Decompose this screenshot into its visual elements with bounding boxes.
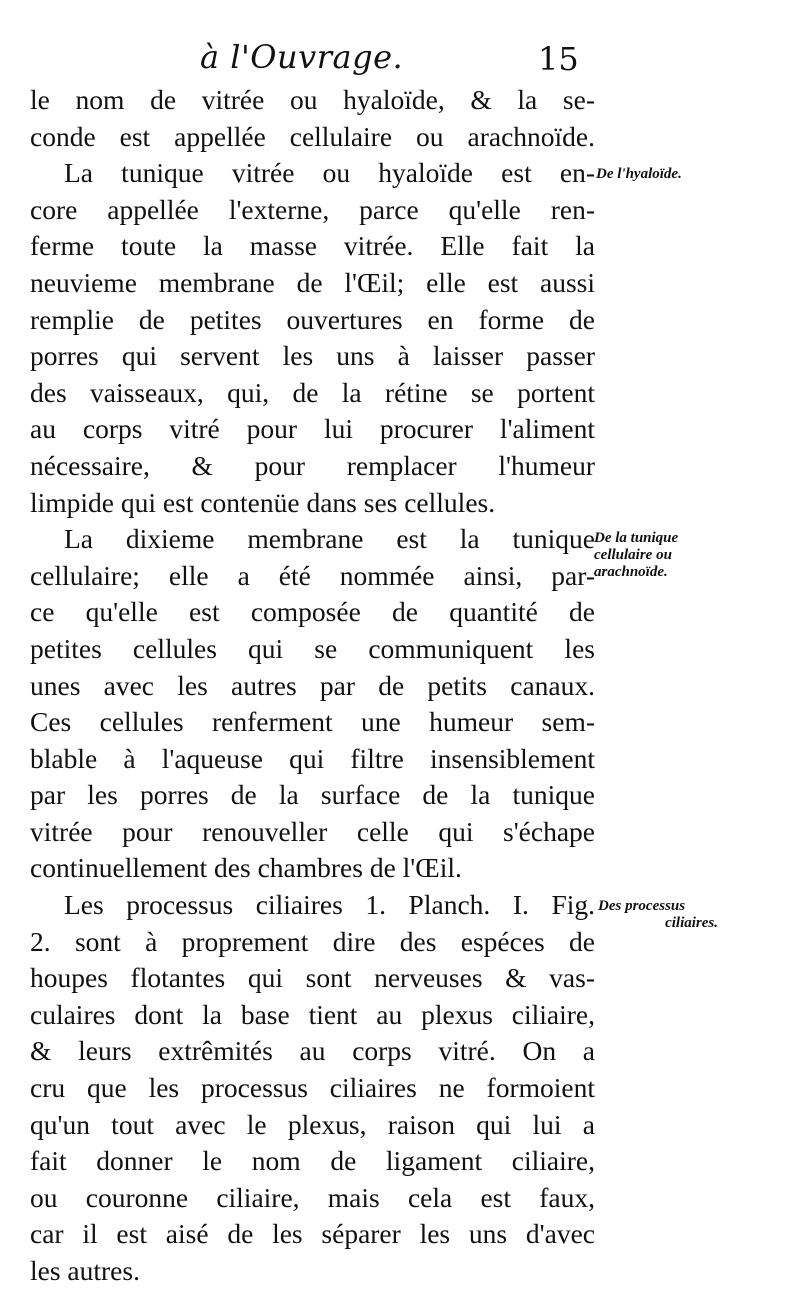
text-line: neuvieme membrane de l'Œil; elle est aussi <box>30 266 595 298</box>
text-line: conde est appellée cellulaire ou arachnoïde. <box>30 120 595 152</box>
text-line: Les processus ciliaires 1. Planch. I. Fig. <box>64 889 595 921</box>
text-line: unes avec les autres par de petits canaux. <box>30 669 595 701</box>
margin-note-hyaloide <box>596 166 682 183</box>
text-line: & leurs extrêmités au corps vitré. On a <box>30 1035 595 1067</box>
text-line: core appellée l'externe, parce qu'elle ren- <box>30 193 595 225</box>
text-line: blable à l'aqueuse qui filtre insensiblement <box>30 742 595 774</box>
text-line: porres qui servent les uns à laisser passer <box>30 340 595 372</box>
text-line: culaires dont la base tient au plexus ciliaire, <box>30 998 595 1030</box>
text-line: des vaisseaux, qui, de la rétine se portent <box>30 376 595 408</box>
running-head: à l'Ouvrage. <box>200 38 404 76</box>
margin-note-text: cellulaire ou <box>594 547 672 563</box>
text-line: nécessaire, & pour remplacer l'humeur <box>30 449 595 481</box>
page-number: 15 <box>538 40 579 78</box>
margin-note-processus-ciliaires <box>598 898 738 932</box>
text-line: ferme toute la masse vitrée. Elle fait la <box>30 230 595 262</box>
text-line: limpide qui est contenüe dans ses cellules. <box>30 486 496 518</box>
text-line: ou couronne ciliaire, mais cela est faux, <box>30 1181 595 1213</box>
text-line: par les porres de la surface de la tunique <box>30 779 595 811</box>
text-line: continuellement des chambres de l'Œil. <box>30 852 462 884</box>
margin-note-text: arachnoïde. <box>594 564 668 580</box>
margin-note-text: Des processus <box>598 898 686 914</box>
text-line: fait donner le nom de ligament ciliaire, <box>30 1145 595 1177</box>
text-line: Ces cellules renferment une humeur sem- <box>30 706 595 738</box>
text-line: cru que les processus ciliaires ne formoient <box>30 1072 595 1104</box>
text-line: le nom de vitrée ou hyaloïde, & la se- <box>30 84 595 115</box>
margin-note-text: De la tunique <box>594 530 679 546</box>
text-line: La dixieme membrane est la tunique <box>64 523 595 555</box>
text-line: au corps vitré pour lui procurer l'aliment <box>30 413 595 445</box>
body-text <box>30 82 595 1290</box>
margin-note-text: ciliaires. <box>665 915 718 931</box>
margin-note-text: De l'hyaloïde. <box>596 166 682 182</box>
text-line: houpes flotantes qui sont nerveuses & vas- <box>30 962 595 994</box>
text-line: remplie de petites ouvertures en forme de <box>30 303 595 335</box>
text-line: 2. sont à proprement dire des espéces de <box>30 925 595 957</box>
text-line: petites cellules qui se communiquent les <box>30 632 595 664</box>
text-line: ce qu'elle est composée de quantité de <box>30 596 595 628</box>
text-line: La tunique vitrée ou hyaloïde est en- <box>64 157 595 189</box>
text-line: les autres. <box>30 1255 140 1286</box>
text-line: cellulaire; elle a été nommée ainsi, par- <box>30 559 595 591</box>
text-line: qu'un tout avec le plexus, raison qui lui a <box>30 1108 595 1140</box>
text-line: car il est aisé de les séparer les uns d'avec <box>30 1218 595 1250</box>
text-line: vitrée pour renouveller celle qui s'échape <box>30 815 595 847</box>
margin-note-tunique-cellulaire <box>594 530 734 581</box>
